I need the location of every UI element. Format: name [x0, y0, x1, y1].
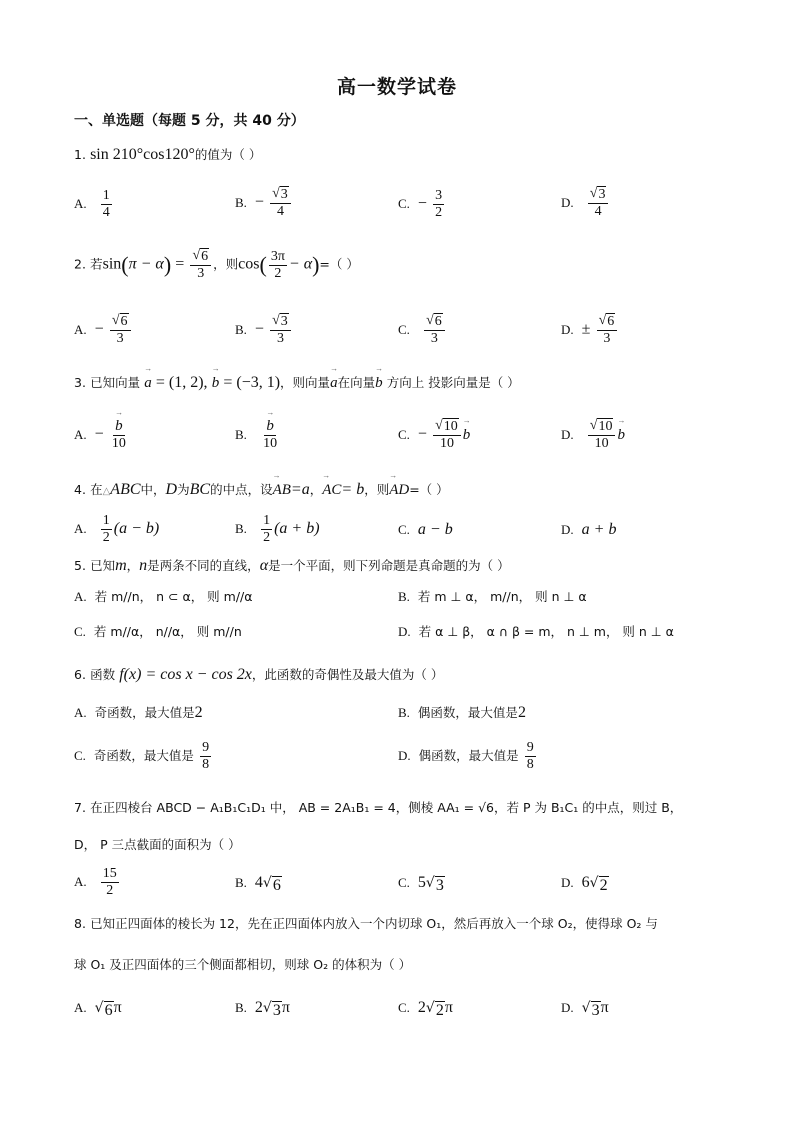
fraction: [270, 313, 291, 347]
question-number: 7.: [74, 800, 86, 815]
q7-option-c: [398, 874, 445, 895]
option-label: A.: [74, 521, 87, 537]
question-text: 在向量: [337, 375, 376, 390]
radicand: 2: [599, 877, 608, 894]
line-n: n: [139, 557, 148, 574]
radicand: 10: [443, 419, 458, 434]
option-label: C.: [398, 321, 410, 337]
q4-option-a: [74, 513, 159, 546]
denominator: 8: [526, 757, 534, 773]
denominator: 2: [106, 883, 114, 899]
equals: =: [175, 255, 185, 273]
denominator: 10: [594, 436, 609, 452]
minus-sign: −: [94, 320, 104, 338]
radicand: 6: [272, 877, 281, 894]
option-label: B.: [398, 589, 410, 604]
sqrt-icon: √: [589, 418, 598, 433]
q3-option-d: [561, 418, 625, 452]
q2-option-b: [235, 313, 293, 347]
q2-option-a: [74, 313, 133, 347]
fraction: [269, 249, 287, 282]
page-title: 高一数学试卷: [336, 76, 457, 98]
question-7: [74, 801, 682, 816]
numerator: [424, 313, 445, 331]
option-label: A.: [74, 196, 87, 212]
q7-option-b: [235, 874, 282, 895]
numerator: [588, 418, 616, 436]
sqrt-icon: √: [262, 875, 272, 891]
option-label: A.: [74, 1000, 87, 1015]
sqrt-icon: √: [589, 875, 599, 891]
option-label: C.: [398, 1000, 410, 1015]
sqrt-icon: √: [426, 313, 434, 328]
denominator: 3: [197, 266, 205, 282]
question-text: ，此函数的奇偶性及最大值为（ ）: [251, 667, 444, 682]
question-text: 已知: [90, 558, 116, 573]
question-text: 为: [177, 482, 190, 497]
option-label: C.: [398, 522, 410, 537]
fraction: [597, 313, 618, 347]
pi-symbol: π: [113, 999, 122, 1016]
option-label: C.: [398, 196, 410, 212]
function-name: sin: [102, 255, 122, 273]
q8-option-a: [74, 999, 122, 1020]
radicand: 6: [607, 314, 615, 329]
pi-symbol: π: [281, 999, 290, 1016]
option-label: B.: [235, 875, 247, 890]
question-4: [74, 481, 449, 499]
radicand: 10: [598, 419, 613, 434]
option-text: 若 α ⊥ β， α ∩ β = m， n ⊥ m， 则 n ⊥ α: [418, 624, 674, 639]
denominator: 3: [276, 331, 284, 347]
numerator: 1: [101, 188, 112, 205]
option-label: D.: [398, 748, 411, 764]
question-text: 的值为（ ）: [194, 147, 262, 162]
q4-option-b: [235, 513, 320, 546]
question-text: ，则向量: [280, 375, 331, 390]
radicand: 3: [591, 1002, 600, 1019]
radicand: 3: [598, 187, 606, 202]
q5-option-b: [398, 590, 587, 605]
argument: − α: [288, 255, 313, 273]
fraction: [190, 248, 211, 282]
question-text: =（ ）: [319, 256, 359, 272]
numerator: 9: [525, 740, 536, 757]
option-label: D.: [561, 194, 574, 210]
option-value: 2: [194, 704, 203, 721]
numerator: [110, 313, 131, 331]
radicand: 3: [435, 877, 444, 894]
vector-expression: a + b: [581, 521, 617, 538]
sqrt-icon: √: [192, 248, 201, 263]
question-number: 2.: [74, 256, 86, 272]
q1-option-a: [74, 188, 114, 221]
q6-option-d: [398, 740, 538, 773]
fraction: [588, 418, 616, 452]
numerator: [190, 248, 211, 266]
denominator: 3: [116, 331, 124, 347]
sqrt-icon: √: [94, 1000, 104, 1016]
option-label: D.: [398, 624, 411, 639]
fraction: [200, 740, 211, 773]
segment-name: BC: [189, 481, 211, 498]
numerator: [433, 418, 461, 436]
vector-b: → b: [266, 418, 274, 435]
q1-option-c: [398, 188, 446, 221]
radicand: 6: [120, 314, 128, 329]
line-m: m: [115, 557, 127, 574]
q7-option-d: [561, 874, 609, 895]
triangle-icon: △: [102, 486, 111, 497]
denominator: 10: [439, 436, 454, 452]
question-text: 是一个平面，则下列命题是真命题的为（ ）: [268, 558, 510, 573]
coefficient: 4: [254, 874, 263, 891]
question-text: ，则: [364, 482, 390, 497]
option-label: A.: [74, 705, 87, 720]
question-number: 4.: [74, 482, 86, 497]
numerator: 1: [261, 513, 272, 530]
radicand: 3: [280, 187, 288, 202]
plane-alpha: α: [259, 557, 269, 574]
fraction: [101, 188, 112, 221]
option-label: A.: [74, 874, 87, 890]
sqrt-icon: √: [272, 313, 280, 328]
question-text: 的中点，设: [210, 482, 273, 497]
question-text: ，: [309, 482, 323, 497]
vector-value: =a: [290, 481, 310, 498]
vector-expression: (a + b): [274, 520, 320, 538]
q5-option-d: [398, 625, 674, 640]
denominator: 10: [111, 436, 126, 452]
question-number: 6.: [74, 667, 86, 682]
denominator: 4: [102, 205, 110, 221]
argument: π − α: [128, 255, 164, 273]
minus-sign: −: [254, 320, 264, 338]
denominator: 8: [202, 757, 210, 773]
question-expression: sin 210°cos120°: [90, 146, 195, 163]
option-label: A.: [74, 426, 87, 442]
question-5: [74, 557, 510, 575]
radicand: 6: [104, 1002, 113, 1019]
question-8-continued: [74, 958, 411, 973]
point-name: D: [165, 481, 178, 498]
vector-value: = b: [341, 481, 365, 498]
coefficient: 5: [417, 874, 426, 891]
pi-symbol: π: [444, 999, 453, 1016]
q3-option-b: [235, 418, 281, 452]
question-text: ，则: [213, 256, 239, 272]
denominator: 2: [435, 205, 443, 221]
fraction: [110, 313, 131, 347]
denominator: 4: [594, 204, 602, 220]
question-text: ，: [126, 558, 140, 573]
fraction: [424, 313, 445, 347]
vector-b: → b: [617, 427, 625, 444]
question-text: 中，: [140, 482, 166, 497]
option-label: C.: [398, 875, 410, 890]
option-label: D.: [561, 1000, 574, 1015]
q5-option-c: [74, 625, 242, 640]
option-label: B.: [235, 1000, 247, 1015]
question-text: 球 O₁ 及正四面体的三个侧面都相切，则球 O₂ 的体积为（ ）: [74, 957, 412, 972]
q1-option-b: [235, 186, 293, 220]
numerator: 3: [433, 188, 444, 205]
radicand: 3: [272, 1002, 281, 1019]
q8-option-b: [235, 999, 290, 1020]
q2-option-c: [398, 313, 447, 347]
radicand: 2: [435, 1002, 444, 1019]
denominator: 2: [274, 265, 282, 281]
fraction: [101, 866, 119, 899]
coefficient: 2: [417, 999, 426, 1016]
question-number: 8.: [74, 916, 86, 931]
numerator: [597, 313, 618, 331]
pi-symbol: π: [600, 999, 609, 1016]
denominator: 2: [102, 530, 110, 546]
fraction: [101, 513, 112, 546]
question-text: 函数: [90, 667, 116, 682]
question-text: =（ ）: [409, 482, 449, 497]
option-label: B.: [235, 426, 247, 442]
sqrt-icon: √: [598, 313, 607, 328]
question-text: 在: [90, 482, 103, 497]
question-text: D， P 三点截面的面积为（ ）: [74, 837, 241, 852]
question-text: 在正四棱台 ABCD − A₁B₁C₁D₁ 中， AB = 2A₁B₁ = 4，侧棱 AA₁ = √6，若 P 为 B₁C₁ 的中点，则过 B，: [90, 800, 683, 815]
numerator: 9: [200, 740, 211, 757]
vector-ac: → AC: [322, 482, 341, 499]
question-7-continued: [74, 838, 241, 853]
option-text: 若 m ⊥ α， m//n， 则 n ⊥ α: [417, 589, 587, 604]
option-label: C.: [74, 624, 86, 639]
sqrt-icon: √: [581, 1000, 591, 1016]
minus-sign: −: [254, 193, 264, 211]
q7-option-a: [74, 866, 121, 899]
vector-value: = (1, 2),: [155, 374, 208, 391]
denominator: 10: [263, 436, 278, 452]
fraction: [261, 513, 272, 546]
q8-option-c: [398, 999, 453, 1020]
fraction: [525, 740, 536, 773]
vector-b: → b: [115, 418, 123, 435]
question-1: [74, 146, 261, 164]
option-text: 偶函数，最大值是: [417, 705, 518, 720]
option-label: A.: [74, 589, 87, 604]
numerator: 15: [101, 866, 119, 883]
numerator: [264, 418, 276, 436]
option-label: C.: [74, 748, 86, 764]
option-label: A.: [74, 321, 87, 337]
question-2: 2. 若sin(π − α) = √ 6 3 ，则cos( $\frac{3\pi}{2}$ − α)=（ ）: [74, 248, 359, 282]
option-label: B.: [235, 321, 247, 337]
numerator: [270, 313, 291, 331]
question-text: 若: [90, 256, 103, 272]
q1-option-d: [561, 186, 610, 220]
question-text: 已知正四面体的棱长为 12，先在正四面体内放入一个内切球 O₁，然后再放入一个球 O₂，使得球 O₂ 与: [90, 916, 658, 931]
option-label: B.: [398, 705, 410, 720]
function-name: cos: [238, 255, 260, 273]
fraction: [588, 186, 609, 220]
minus-sign: −: [417, 425, 427, 443]
vector-a: → a: [330, 375, 338, 392]
vector-ab: → AB: [273, 482, 291, 499]
denominator: 2: [263, 530, 271, 546]
option-label: B.: [235, 521, 247, 537]
sqrt-icon: √: [435, 418, 443, 433]
coefficient: 6: [581, 874, 590, 891]
q6-option-b: [398, 704, 526, 722]
q6-option-a: [74, 704, 203, 722]
radicand: 6: [201, 249, 209, 264]
question-text: 方向上 投影向量是（ ）: [386, 375, 520, 390]
question-8: [74, 917, 658, 932]
vector-expression: (a − b): [113, 520, 160, 538]
vector-b: → b: [212, 375, 220, 392]
q4-option-d: [561, 521, 616, 539]
radicand: 3: [280, 314, 288, 329]
numerator: 1: [101, 513, 112, 530]
option-value: 2: [517, 704, 526, 721]
q3-option-c: [398, 418, 470, 452]
question-text: 已知向量: [90, 375, 141, 390]
option-text: 奇函数，最大值是: [93, 748, 194, 764]
q2-option-d: [561, 313, 619, 347]
coefficient: 2: [254, 999, 263, 1016]
option-label: D.: [561, 522, 574, 537]
q4-option-c: [398, 521, 453, 539]
q6-option-c: [74, 740, 213, 773]
option-label: B.: [235, 194, 247, 210]
question-number: 5.: [74, 558, 86, 573]
fraction: [110, 418, 128, 452]
denominator: 3: [603, 331, 611, 347]
sqrt-icon: √: [272, 186, 280, 201]
vector-b: → b: [375, 375, 383, 392]
fraction: [261, 418, 279, 452]
option-text: 若 m//α， n//α， 则 m//n: [93, 624, 242, 639]
numerator: [113, 418, 125, 436]
function-expression: f(x) = cos x − cos 2x: [119, 666, 252, 683]
option-label: D.: [561, 426, 574, 442]
fraction: [433, 418, 461, 452]
q8-option-d: [561, 999, 609, 1020]
denominator: 3: [430, 331, 438, 347]
question-3: [74, 374, 520, 392]
radicand: 6: [434, 314, 442, 329]
q5-option-a: [74, 590, 252, 605]
vector-expression: a − b: [417, 521, 453, 538]
numerator: 3π: [269, 249, 287, 266]
q3-option-a: [74, 418, 130, 452]
question-number: 3.: [74, 375, 86, 390]
option-label: C.: [398, 426, 410, 442]
sqrt-icon: √: [262, 1000, 272, 1016]
sqrt-icon: √: [425, 1000, 435, 1016]
option-text: 奇函数，最大值是: [94, 705, 195, 720]
sqrt-icon: √: [425, 875, 435, 891]
option-label: D.: [561, 321, 574, 337]
option-text: 若 m//n， n ⊂ α， 则 m//α: [94, 589, 253, 604]
question-6: [74, 666, 443, 684]
minus-sign: −: [417, 195, 427, 213]
numerator: [588, 186, 609, 204]
plus-minus-sign: ±: [581, 320, 591, 338]
option-text: 偶函数，最大值是: [418, 748, 519, 764]
sqrt-icon: √: [589, 186, 598, 201]
option-label: D.: [561, 875, 574, 890]
sqrt-icon: √: [111, 313, 120, 328]
section-heading: 一、单选题（每题 5 分，共 40 分）: [74, 113, 305, 129]
question-number: 1.: [74, 147, 86, 162]
vector-value: = (−3, 1): [223, 374, 281, 391]
fraction: [270, 186, 291, 220]
triangle-name: ABC: [110, 481, 141, 498]
numerator: [270, 186, 291, 204]
fraction: [433, 188, 444, 221]
vector-a: → a: [144, 375, 152, 392]
question-text: 是两条不同的直线，: [147, 558, 260, 573]
minus-sign: −: [94, 425, 104, 443]
vector-b: → b: [463, 427, 471, 444]
vector-ad: → AD: [389, 482, 409, 499]
denominator: 4: [276, 204, 284, 220]
